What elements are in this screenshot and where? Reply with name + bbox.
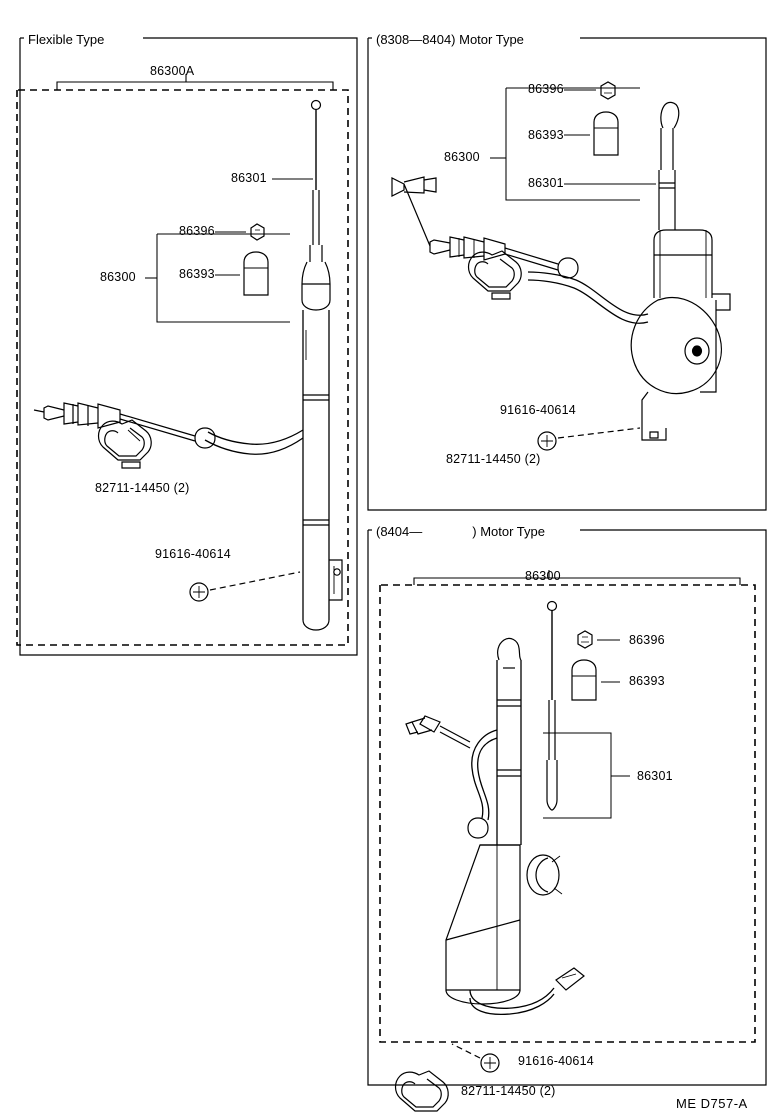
panel-title-flexible: Flexible Type bbox=[24, 32, 108, 47]
label-motor2-86393: 86393 bbox=[629, 674, 665, 688]
sheet-code: ME D757-A bbox=[676, 1096, 748, 1111]
label-flexible-clamp: 82711-14450 (2) bbox=[95, 481, 190, 495]
panel-title-motor-8308-8404: (8308—8404) Motor Type bbox=[372, 32, 528, 47]
label-flexible-assembly: 86300A bbox=[150, 64, 195, 78]
label-flexible-86300: 86300 bbox=[100, 270, 136, 284]
label-motor2-86396: 86396 bbox=[629, 633, 665, 647]
label-motor1-86301: 86301 bbox=[528, 176, 564, 190]
label-motor1-86300: 86300 bbox=[444, 150, 480, 164]
label-flexible-86301: 86301 bbox=[231, 171, 267, 185]
label-flexible-bolt: 91616-40614 bbox=[155, 547, 231, 561]
label-motor1-clamp: 82711-14450 (2) bbox=[446, 452, 541, 466]
label-motor2-86301: 86301 bbox=[637, 769, 673, 783]
label-motor2-86300: 86300 bbox=[525, 569, 561, 583]
panel-title-suffix: ) Motor Type bbox=[472, 524, 545, 539]
label-motor2-bolt: 91616-40614 bbox=[518, 1054, 594, 1068]
panel-title-prefix: (8404— bbox=[376, 524, 423, 539]
panel-flexible-border bbox=[20, 38, 357, 655]
label-flexible-86396: 86396 bbox=[179, 224, 215, 238]
panel-motor2-border bbox=[368, 530, 766, 1085]
label-motor1-86396: 86396 bbox=[528, 82, 564, 96]
label-motor1-bolt: 91616-40614 bbox=[500, 403, 576, 417]
label-motor1-86393: 86393 bbox=[528, 128, 564, 142]
panel-title-motor-8404-on bbox=[372, 524, 549, 539]
label-flexible-86393: 86393 bbox=[179, 267, 215, 281]
label-motor2-clamp: 82711-14450 (2) bbox=[461, 1084, 556, 1098]
